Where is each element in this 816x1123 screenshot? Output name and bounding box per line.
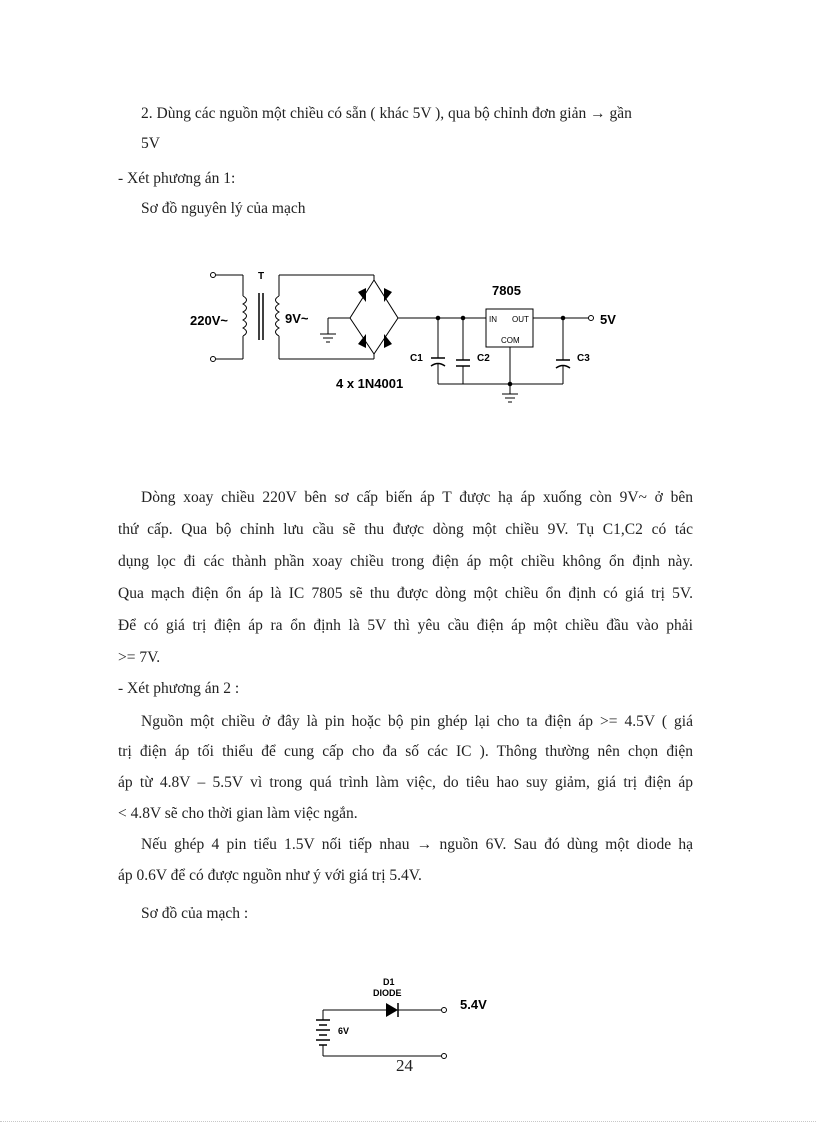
page-bottom-border	[0, 1121, 816, 1122]
explanation-line-3: dụng lọc đi các thành phần xoay chiều trong điện áp một chiều không ổn định này.	[118, 553, 693, 570]
ic-out-pin-label: OUT	[512, 315, 529, 324]
secondary-voltage-label: 9V~	[285, 311, 309, 326]
item-2-line-1: 2. Dùng các nguồn một chiều có sẵn ( khác 5V ), qua bộ chỉnh đơn giản → gần	[141, 105, 632, 122]
battery-line-4: < 4.8V sẽ cho thời gian làm việc ngắn.	[118, 805, 358, 822]
diode-type-label: DIODE	[373, 988, 402, 998]
c2-label: C2	[477, 353, 490, 364]
explanation-line-4: Qua mạch điện ổn áp là IC 7805 sẽ thu được dòng một chiều ổn định có giá trị 5V.	[118, 585, 693, 602]
battery-voltage-label: 6V	[338, 1026, 350, 1036]
output-voltage-label-2: 5.4V	[460, 997, 487, 1012]
battery-line-2: trị điện áp tối thiểu để cung cấp cho đa số các IC ). Thông thường nên chọn điện	[118, 743, 693, 760]
diode-line-1: Nếu ghép 4 pin tiểu 1.5V nối tiếp nhau → nguồn 6V. Sau đó dùng một diode hạ	[141, 836, 693, 853]
diode-ref-label: D1	[383, 977, 395, 987]
diode-d1	[386, 1003, 398, 1017]
option-2-heading: - Xét phương án 2 :	[118, 680, 240, 697]
explanation-line-1: Dòng xoay chiều 220V bên sơ cấp biến áp T được hạ áp xuống còn 9V~ ở bên	[141, 489, 693, 506]
input-voltage-label: 220V~	[190, 313, 228, 328]
transformer-label: T	[258, 271, 265, 282]
battery-line-3: áp từ 4.8V – 5.5V vì trong quá trình làm việc, do tiêu hao suy giảm, giá trị điện áp	[118, 774, 693, 791]
regulator-label: 7805	[492, 283, 521, 298]
diode-line-2: áp 0.6V để có được nguồn như ý với giá trị 5.4V.	[118, 867, 422, 884]
output-voltage-label: 5V	[600, 312, 616, 327]
c3-label: C3	[577, 353, 590, 364]
output-terminal-bottom	[442, 1054, 447, 1059]
battery-line-1: Nguồn một chiều ở đây là pin hoặc bộ pin ghép lại cho ta điện áp >= 4.5V ( giá	[141, 713, 693, 730]
circuit-2-caption: Sơ đồ của mạch :	[141, 905, 249, 922]
c1-label: C1	[410, 353, 423, 364]
circuit-1-caption: Sơ đồ nguyên lý của mạch	[141, 200, 306, 217]
page-number: 24	[396, 1056, 413, 1075]
explanation-line-6: >= 7V.	[118, 649, 161, 666]
option-1-heading: - Xét phương án 1:	[118, 170, 236, 187]
item-2-line-2: 5V	[141, 135, 160, 152]
output-terminal-top	[442, 1008, 447, 1013]
bridge-diodes-label: 4 x 1N4001	[336, 376, 404, 391]
ic-in-pin-label: IN	[489, 315, 497, 324]
explanation-line-5: Để có giá trị điện áp ra ổn định là 5V thì yêu cầu điện áp một chiều đầu vào phải	[118, 617, 693, 634]
explanation-line-2: thứ cấp. Qua bộ chỉnh lưu cầu sẽ thu được dòng một chiều 9V. Tụ C1,C2 có tác	[118, 521, 693, 538]
ic-com-pin-label: COM	[501, 336, 520, 345]
